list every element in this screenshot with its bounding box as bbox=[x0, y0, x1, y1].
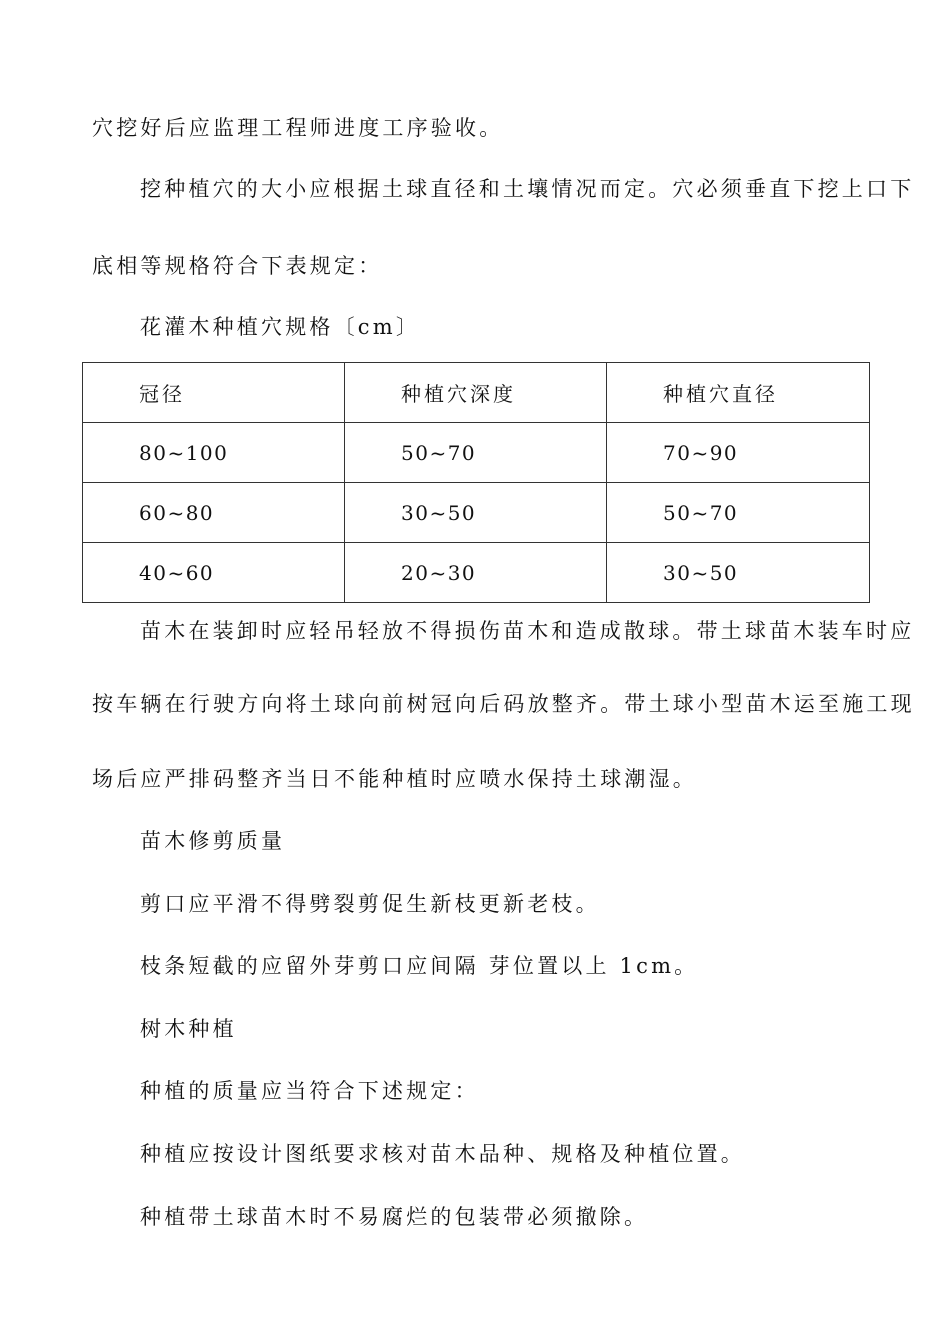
table-cell: 50~70 bbox=[607, 483, 870, 543]
table-cell: 50~70 bbox=[345, 423, 607, 483]
section-heading: 苗木修剪质量 bbox=[140, 829, 286, 853]
paragraph-line: 苗木在装卸时应轻吊轻放不得损伤苗木和造成散球。带土球苗木装车时应 bbox=[140, 619, 915, 643]
planting-pit-spec-table bbox=[82, 362, 870, 603]
paragraph-line: 种植带土球苗木时不易腐烂的包装带必须撤除。 bbox=[140, 1205, 649, 1229]
table-caption: 花灌木种植穴规格〔cm〕 bbox=[140, 315, 421, 339]
paragraph-line: 按车辆在行驶方向将土球向前树冠向后码放整齐。带土球小型苗木运至施工现 bbox=[92, 692, 915, 716]
paragraph-line: 场后应严排码整齐当日不能种植时应喷水保持土球潮湿。 bbox=[92, 767, 697, 791]
paragraph-line: 剪口应平滑不得劈裂剪促生新枝更新老枝。 bbox=[140, 892, 600, 916]
table-header-cell: 种植穴深度 bbox=[345, 363, 607, 423]
section-heading: 树木种植 bbox=[140, 1017, 237, 1041]
table-cell: 40~60 bbox=[83, 543, 345, 603]
table-row bbox=[83, 423, 870, 483]
paragraph-line: 种植应按设计图纸要求核对苗木品种、规格及种植位置。 bbox=[140, 1142, 745, 1166]
table-row bbox=[83, 543, 870, 603]
table-cell: 30~50 bbox=[345, 483, 607, 543]
table-cell: 60~80 bbox=[83, 483, 345, 543]
table-cell: 80~100 bbox=[83, 423, 345, 483]
table-cell: 20~30 bbox=[345, 543, 607, 603]
paragraph-line: 底相等规格符合下表规定： bbox=[92, 254, 383, 278]
table-cell: 30~50 bbox=[607, 543, 870, 603]
paragraph-line: 枝条短截的应留外芽剪口应间隔 芽位置以上 1cm。 bbox=[140, 954, 699, 978]
table-row bbox=[83, 483, 870, 543]
paragraph-line: 穴挖好后应监理工程师进度工序验收。 bbox=[92, 116, 504, 140]
table-header-cell: 冠径 bbox=[83, 363, 345, 423]
table-header-row bbox=[83, 363, 870, 423]
paragraph-line: 挖种植穴的大小应根据土球直径和土壤情况而定。穴必须垂直下挖上口下 bbox=[140, 177, 915, 201]
paragraph-line: 种植的质量应当符合下述规定： bbox=[140, 1079, 479, 1103]
table-cell: 70~90 bbox=[607, 423, 870, 483]
table-header-cell: 种植穴直径 bbox=[607, 363, 870, 423]
